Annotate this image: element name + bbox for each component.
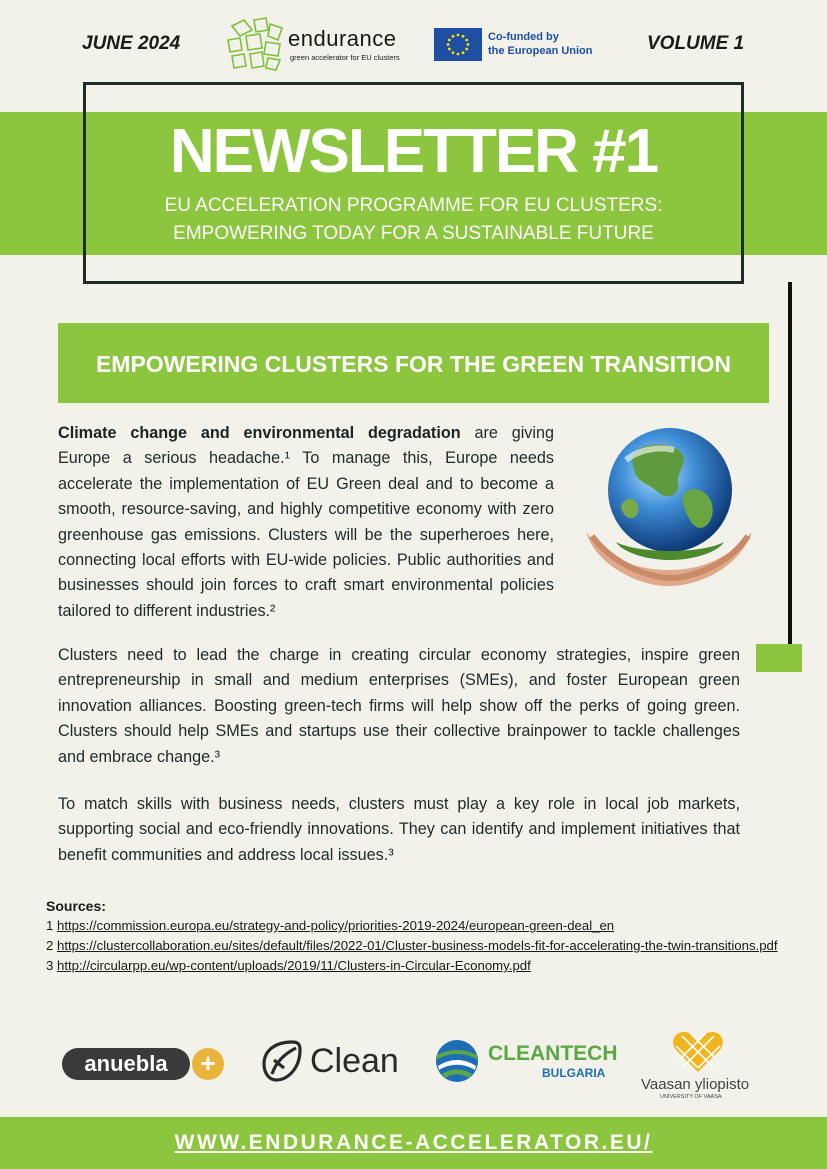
newsletter-subtitle [83, 192, 744, 248]
source-item [46, 936, 786, 956]
paragraph-1-lead: Climate change and environmental degradation [58, 424, 461, 442]
endurance-cubes-icon [224, 16, 286, 74]
source-link-1[interactable]: https://commission.europa.eu/strategy-and-policy/priorities-2019-2024/european-green-deal_en [57, 918, 615, 933]
source-item [46, 956, 786, 976]
section-heading: EMPOWERING CLUSTERS FOR THE GREEN TRANSITION [95, 351, 732, 377]
cleantech-bulgaria-logo[interactable] [434, 1038, 618, 1088]
vaasa-wordmark: Vaasan yliopisto [641, 1076, 750, 1093]
subtitle-line-2: EMPOWERING TODAY FOR A SUSTAINABLE FUTURE [173, 223, 654, 244]
decorative-green-square [756, 644, 802, 672]
top-bar [0, 0, 827, 90]
source-link-3[interactable]: http://circularpp.eu/wp-content/uploads/2019/11/Clusters-in-Circular-Economy.pdf [57, 958, 531, 973]
section-banner [58, 323, 769, 403]
cleantech-wordmark: CLEANTECH [488, 1042, 618, 1065]
sources-section [46, 896, 786, 976]
source-number: 2 [46, 938, 54, 953]
clean-logo[interactable] [258, 1038, 408, 1088]
university-of-vaasa-logo[interactable] [638, 1028, 758, 1100]
clean-leaf-icon [258, 1038, 304, 1084]
eu-line2: the European Union [488, 45, 593, 57]
eu-text [488, 30, 593, 58]
globe-in-hands-image [578, 420, 758, 590]
footer-band [0, 1117, 827, 1169]
vaasa-heart-icon [638, 1028, 758, 1074]
eu-flag-icon [434, 28, 482, 61]
issue-date: JUNE 2024 [82, 33, 181, 54]
brand-name: endurance [288, 26, 397, 51]
eu-cofunded-logo [434, 28, 604, 62]
cleantech-globe-icon [434, 1038, 480, 1084]
plus-icon: + [192, 1048, 224, 1080]
vaasa-subtitle: UNIVERSITY OF VAASA [660, 1094, 722, 1100]
source-item [46, 916, 786, 936]
anuebla-logo[interactable] [62, 1048, 224, 1080]
source-number: 3 [46, 958, 54, 973]
eu-line1: Co-funded by [488, 31, 559, 43]
source-link-2[interactable]: https://clustercollaboration.eu/sites/default/files/2022-01/Cluster-business-models-fit-for-accelerating-the-twin-transitions.pdf [57, 938, 778, 953]
subtitle-line-1: EU ACCELERATION PROGRAMME FOR EU CLUSTERS: [164, 195, 663, 216]
volume-label: VOLUME 1 [647, 33, 745, 54]
decorative-vertical-line [788, 282, 792, 644]
paragraph-2: Clusters need to lead the charge in creating circular economy strategies, inspire green entrepreneurship in small and medium enterprises (SMEs), and foster European green innovation alliances. Boosting green-tech firms will help show off the perks of going green. Clusters should help SMEs and startups use their collective brainpower to tackle challenges and embrace change.³ [58, 646, 740, 766]
anuebla-wordmark: anuebla [62, 1048, 190, 1080]
paragraph-3: To match skills with business needs, clusters must play a key role in local job markets, supporting social and eco-friendly innovations. They can identify and implement initiatives that benefit communities and address local issues.³ [58, 795, 740, 864]
source-number: 1 [46, 918, 54, 933]
newsletter-title: NEWSLETTER #1 [169, 117, 658, 186]
brand-tagline: green accelerator for EU clusters [290, 53, 400, 62]
partner-logos [0, 1022, 827, 1102]
endurance-logo[interactable] [224, 16, 409, 74]
sources-title: Sources: [46, 898, 106, 914]
clean-wordmark: Clean [310, 1042, 399, 1080]
paragraph-1-text: are giving Europe a serious headache.¹ To manage this, Europe needs accelerate the implementation of EU Green deal and to become a smooth, resource-saving, and highly competitive economy with zero greenhouse gas emissions. Clusters will be the superheroes here, connecting local efforts with EU-wide policies. Public authorities and businesses should join forces to craft smart environmental policies tailored to different industries.² [58, 424, 554, 620]
paragraph-1 [58, 421, 554, 624]
cleantech-subtitle: BULGARIA [542, 1066, 606, 1080]
website-link[interactable]: WWW.ENDURANCE-ACCELERATOR.EU/ [174, 1131, 653, 1154]
